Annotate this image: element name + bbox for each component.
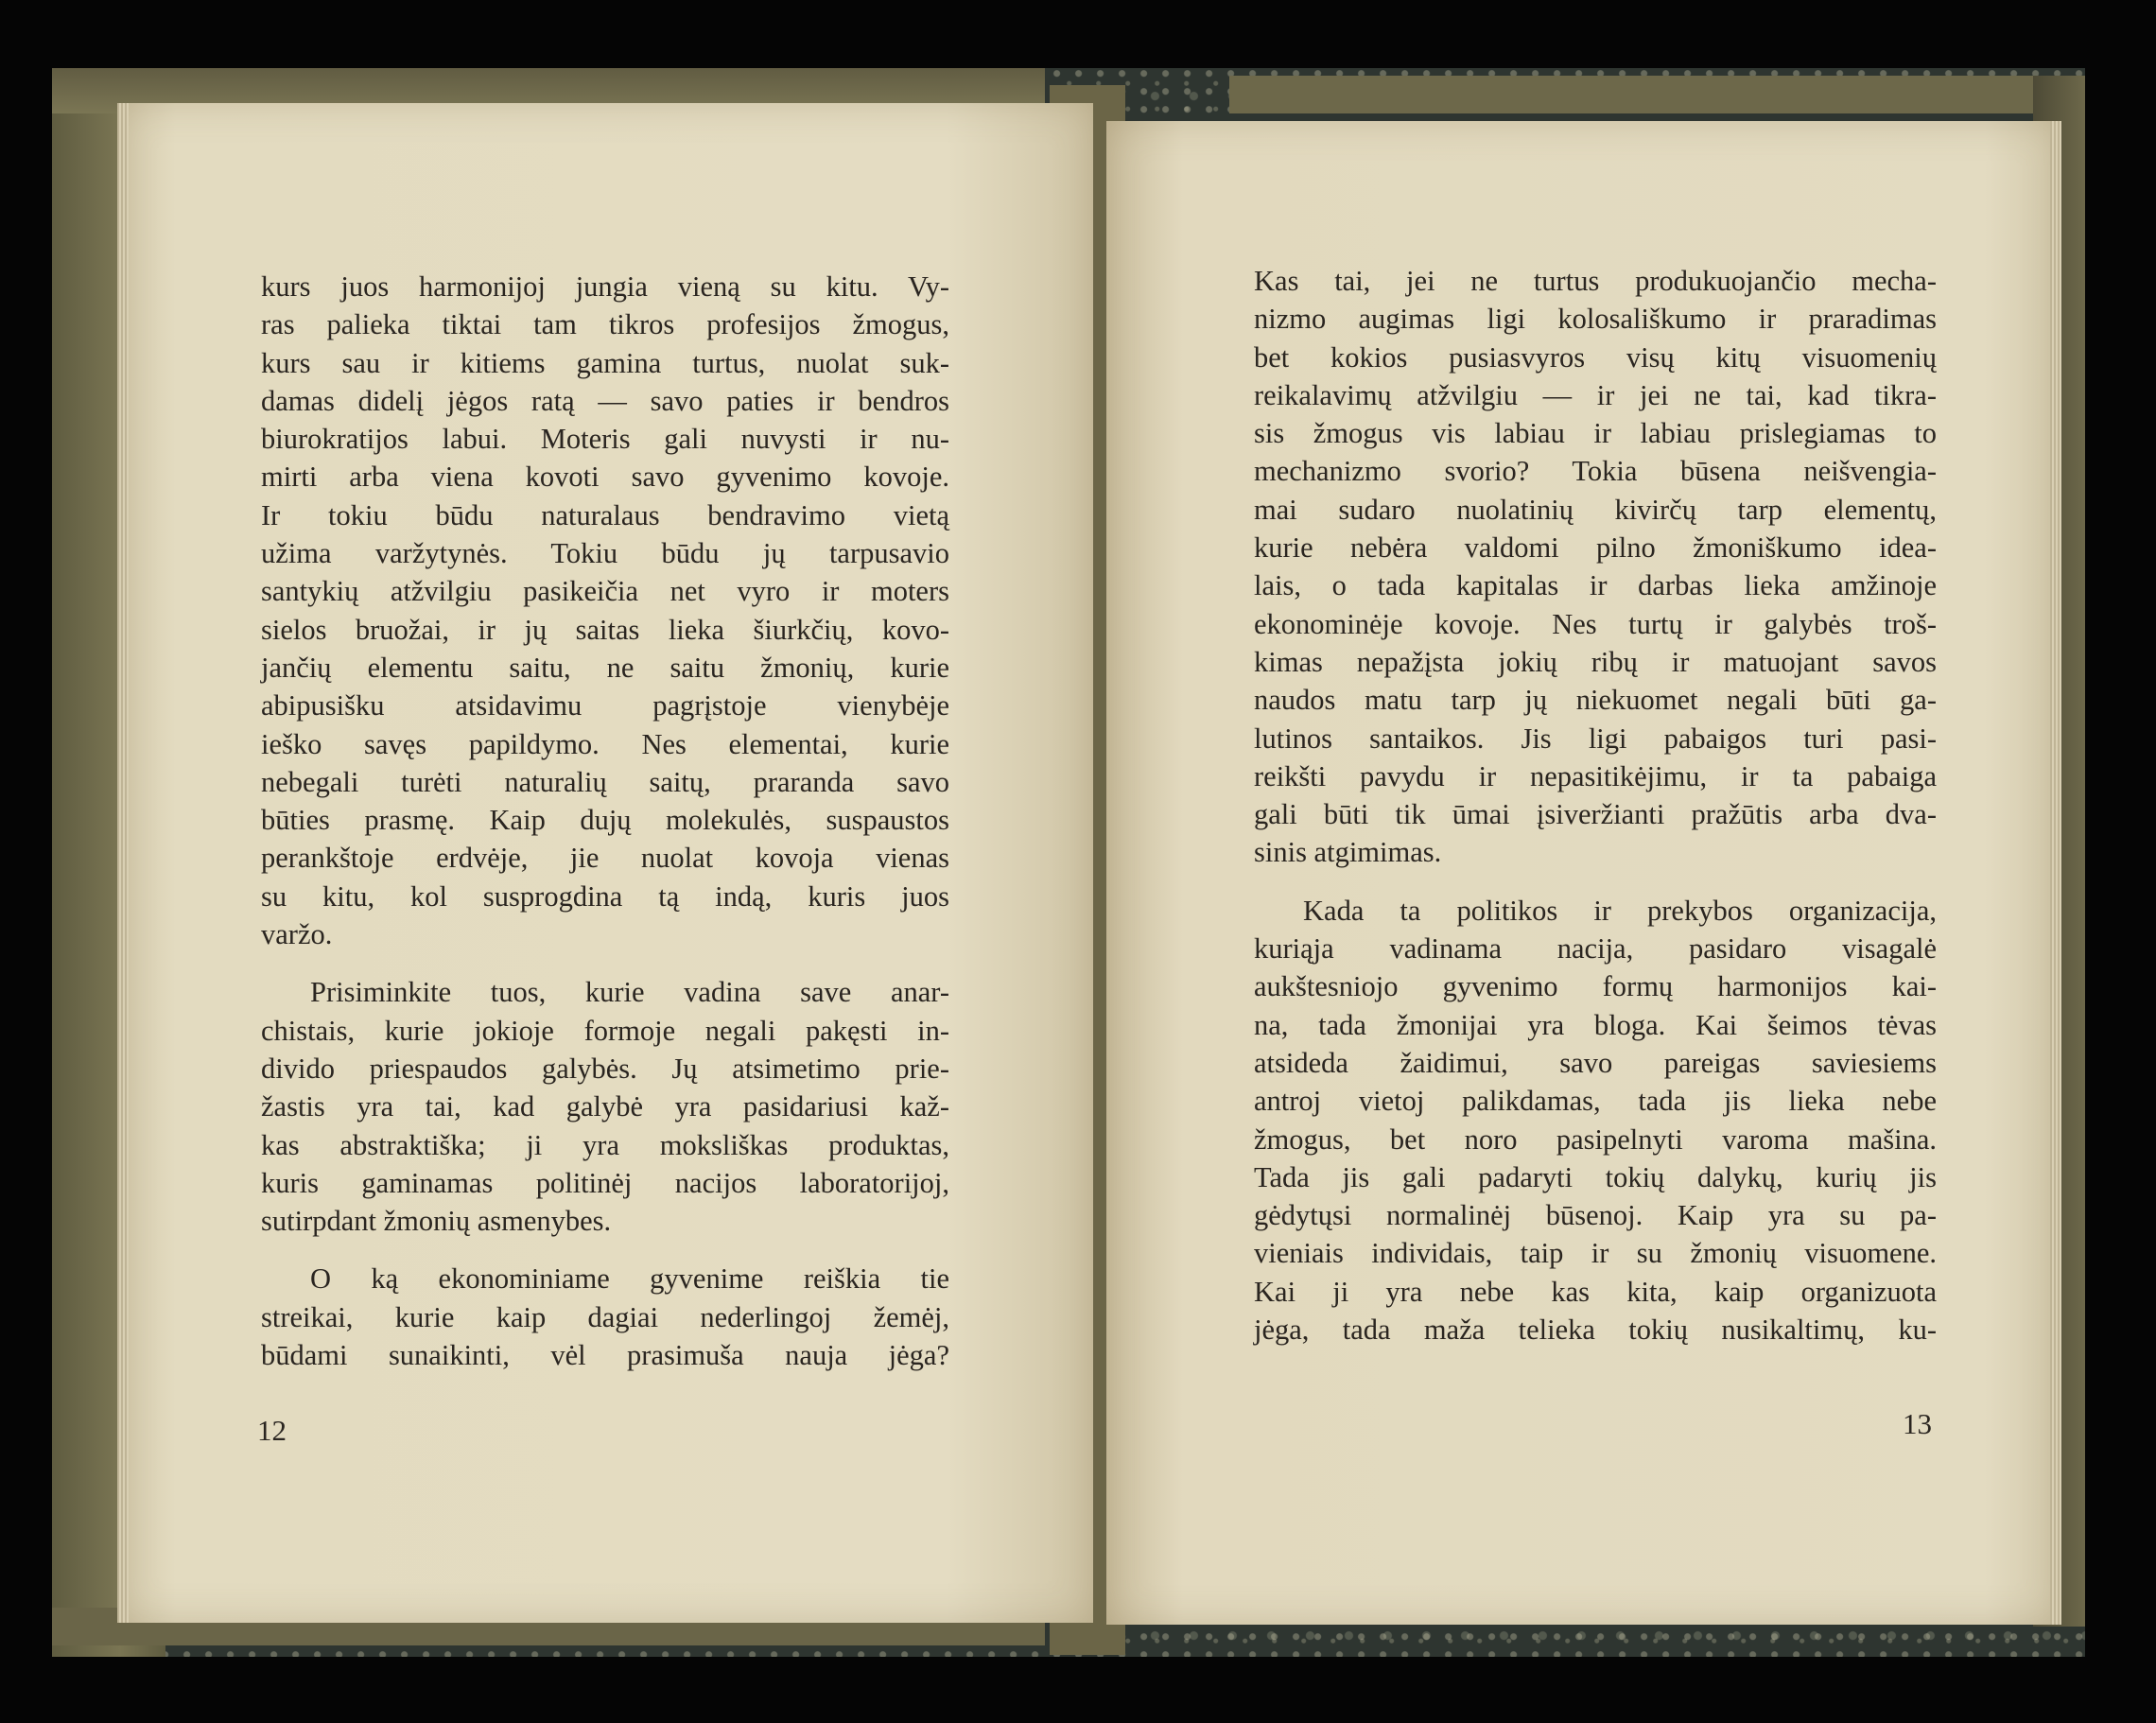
text-line: chistais, kurie jokioje formoje negali pakęsti in- [261, 1014, 949, 1047]
text-line: jėga, tada maža telieka tokių nusikaltimų, ku- [1254, 1314, 1937, 1347]
text-line: užima varžytynės. Tokiu būdu jų tarpusavio [261, 537, 949, 570]
text-line: Ir tokiu būdu naturalaus bendravimo vietą [261, 498, 949, 531]
text-line: Kas tai, jei ne turtus produkuojančio mecha- [1254, 265, 1937, 297]
text-line: kas abstraktiška; ji yra moksliškas produktas, [261, 1128, 949, 1161]
text-line: antroj vietoj palikdamas, tada jis lieka nebe [1254, 1085, 1937, 1118]
text-line: būties prasmę. Kaip dujų molekulės, suspaustos [261, 804, 949, 837]
text-line: divido priespaudos galybės. Jų atsimetimo prie- [261, 1052, 949, 1085]
text-line: biurokratijos labui. Moteris gali nuvysti ir nu- [261, 423, 949, 456]
paragraph [261, 268, 949, 953]
text-line: kimas nepažįsta jokių ribų ir matuojant savos [1254, 645, 1937, 678]
text-line: mirti arba viena kovoti savo gyvenimo kovoje. [261, 461, 949, 494]
text-line: reikalavimų atžvilgiu — ir jei ne tai, kad tikra- [1254, 378, 1937, 411]
text-line: ekonominėje kovoje. Nes turtų ir galybės troš- [1254, 607, 1937, 640]
text-line: reikšti pavydu ir nepasitikėjimu, ir ta pabaiga [1254, 759, 1937, 792]
text-line: nizmo augimas ligi kolosališkumo ir praradimas [1254, 303, 1937, 336]
text-line: ieško savęs papildymo. Nes elementai, kurie [261, 727, 949, 760]
text-line: O ką ekonominiame gyvenime reiškia tie [310, 1262, 949, 1296]
text-line: ras palieka tiktai tam tikros profesijos žmogus, [261, 308, 949, 341]
page-number-left: 12 [257, 1414, 287, 1447]
text-line: na, tada žmonijai yra bloga. Kai šeimos tėvas [1254, 1008, 1937, 1041]
left-page-edges [117, 103, 129, 1623]
text-line: santykių atžvilgiu pasikeičia net vyro ir moters [261, 575, 949, 608]
right-page-text [1254, 262, 1937, 1368]
page-number-right: 13 [1903, 1407, 1932, 1440]
text-line: bet kokios pusiasvyros visų kitų visuomenių [1254, 340, 1937, 374]
text-line: mechanizmo svorio? Tokia būsena neišvengia- [1254, 455, 1937, 488]
paragraph [261, 1260, 949, 1374]
text-line: sutirpdant žmonių asmenybes. [261, 1205, 612, 1238]
text-line: kurie nebėra valdomi pilno žmoniškumo idea- [1254, 531, 1937, 565]
text-line: nebegali turėti naturalių saitų, praranda savo [261, 765, 949, 798]
text-line: aukštesniojo gyvenimo formų harmonijos kai- [1254, 970, 1937, 1003]
text-line: lais, o tada kapitalas ir darbas lieka amžinoje [1254, 569, 1937, 602]
text-line: Tada jis gali padaryti tokių dalykų, kurių jis [1254, 1160, 1937, 1193]
paragraph [1254, 892, 1937, 1349]
cloth-top-right [1229, 76, 2080, 113]
text-line: Kai ji yra nebe kas kita, kaip organizuota [1254, 1275, 1937, 1308]
text-line: žastis yra tai, kad galybė yra pasidariusi kaž- [261, 1090, 949, 1123]
text-line: su kitu, kol susprogdina tą indą, kuris juos [261, 879, 949, 913]
text-line: naudos matu tarp jų niekuomet negali būti ga- [1254, 684, 1937, 717]
text-line: damas didelį jėgos ratą — savo paties ir bendros [261, 384, 949, 417]
text-line: mai sudaro nuolatinių kivirčų tarp elementų, [1254, 493, 1937, 526]
text-line: vieniais individais, taip ir su žmonių visuomene. [1254, 1237, 1937, 1270]
left-page-text [261, 268, 949, 1394]
text-line: kuriąja vadinama nacija, pasidaro visagalė [1254, 932, 1937, 966]
text-line: perankštoje erdvėje, jie nuolat kovoja vienas [261, 842, 949, 875]
paragraph [261, 973, 949, 1240]
text-line: jančių elementu saitu, ne saitu žmonių, kurie [261, 651, 949, 684]
paragraph [1254, 262, 1937, 872]
text-line: atsideda žaidimui, savo pareigas saviesiems [1254, 1046, 1937, 1079]
text-line: Prisiminkite tuos, kurie vadina save anar- [310, 976, 949, 1009]
text-line: sinis atgimimas. [1254, 836, 1442, 869]
text-line: sis žmogus vis labiau ir labiau prislegiamas to [1254, 417, 1937, 450]
text-line: žmogus, bet noro pasipelnyti varoma mašina. [1254, 1123, 1937, 1156]
text-line: abipusišku atsidavimu pagrįstoje vienybėje [261, 689, 949, 722]
text-line: gali būti tik ūmai įsiveržianti pražūtis arba dva- [1254, 798, 1937, 831]
text-line: kurs sau ir kitiems gamina turtus, nuolat suk- [261, 346, 949, 379]
text-line: gėdytųsi normalinėj būsenoj. Kaip yra su pa- [1254, 1199, 1937, 1232]
text-line: lutinos santaikos. Jis ligi pabaigos turi pasi- [1254, 722, 1937, 755]
text-line: būdami sunaikinti, vėl prasimuša nauja jėga? [261, 1339, 949, 1372]
text-line: kurs juos harmonijoj jungia vieną su kitu. Vy- [261, 270, 949, 303]
text-line: kuris gaminamas politinėj nacijos laboratorijoj, [261, 1166, 949, 1199]
text-line: varžo. [261, 918, 333, 951]
text-line: sielos bruožai, ir jų saitas lieka šiurkčių, kovo- [261, 613, 949, 646]
text-line: streikai, kurie kaip dagiai nederlingoj žemėj, [261, 1300, 949, 1333]
text-line: Kada ta politikos ir prekybos organizacija, [1303, 894, 1937, 927]
right-page-edges [2050, 121, 2061, 1625]
